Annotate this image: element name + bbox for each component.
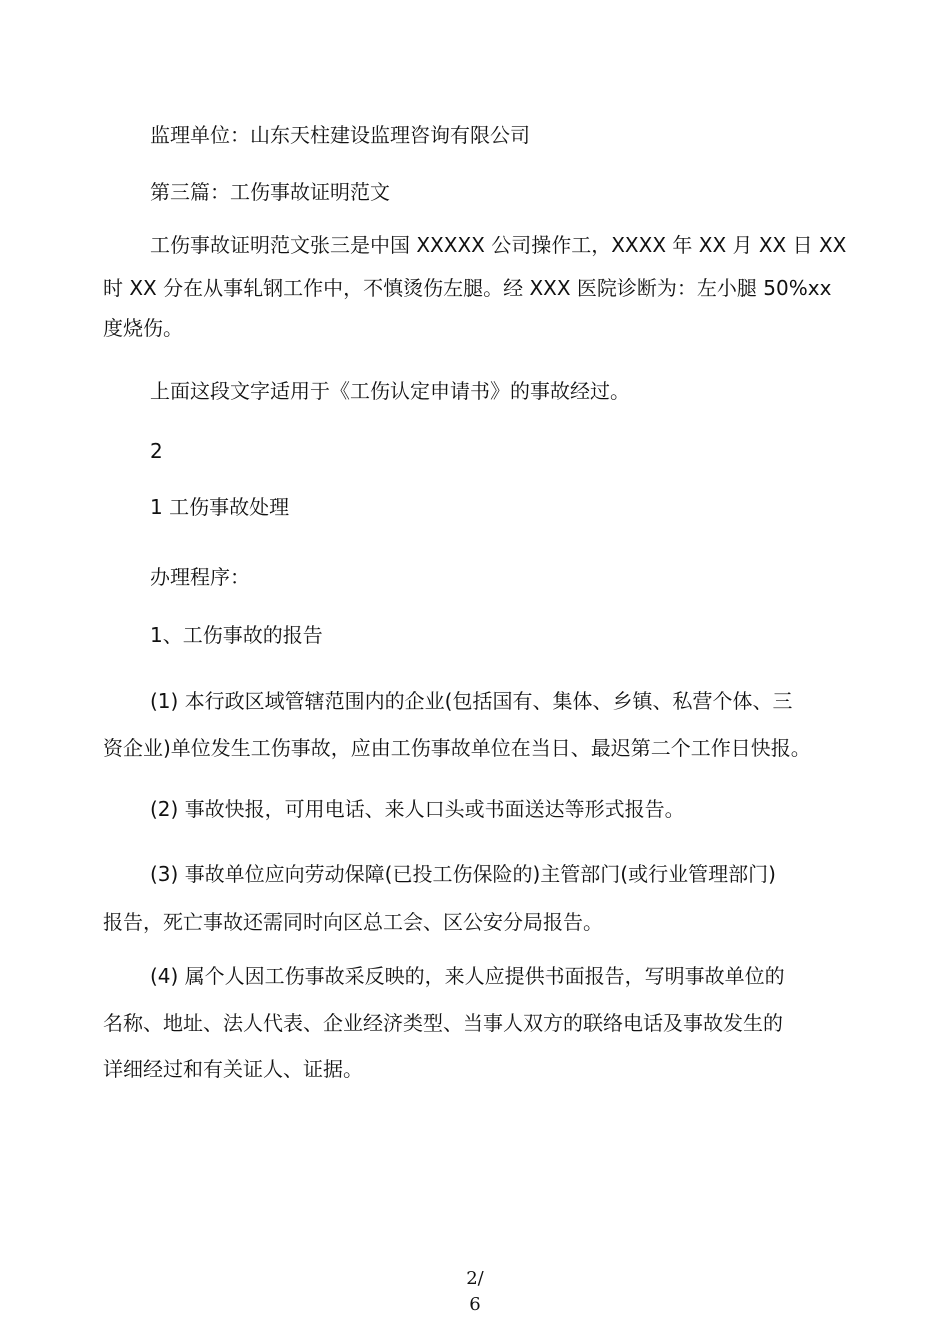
- page-number-total: 6: [469, 1294, 481, 1315]
- applies-line: 上面这段文字适用于《工伤认定申请书》的事故经过。: [150, 379, 630, 403]
- section-heading: 1 工伤事故处理: [150, 495, 290, 519]
- item-d-paragraph: [103, 959, 863, 1086]
- item-d-line-3: 详细经过和有关证人、证据。: [103, 1057, 363, 1081]
- item-c-line-2: 报告，死亡事故还需同时向区总工会、区公安分局报告。: [103, 910, 603, 934]
- item-a-line-2: 资企业)单位发生工伤事故，应由工伤事故单位在当日、最迟第二个工作日快报。: [103, 736, 811, 760]
- item-a-line-1: (1) 本行政区域管辖范围内的企业(包括国有、集体、乡镇、私营个体、三: [150, 689, 793, 713]
- sample-line-2: 时 XX 分在从事轧钢工作中，不慎烫伤左腿。经 XXX 医院诊断为：左小腿 50%xx: [103, 276, 832, 300]
- item-1-heading: 1、工伤事故的报告: [150, 623, 323, 647]
- supervisor-line: 监理单位：山东天柱建设监理咨询有限公司: [150, 123, 530, 147]
- item-a-paragraph: [103, 684, 863, 765]
- sample-paragraph: [103, 228, 863, 348]
- item-d-line-2: 名称、地址、法人代表、企业经济类型、当事人双方的联络电话及事故发生的: [103, 1011, 783, 1035]
- page-number-current: 2/: [466, 1268, 484, 1289]
- sample-line-1: 工伤事故证明范文张三是中国 XXXXX 公司操作工，XXXX 年 XX 月 XX 日 XX: [150, 233, 847, 257]
- procedure-heading: 办理程序：: [150, 565, 250, 589]
- chapter-heading: 第三篇：工伤事故证明范文: [150, 180, 390, 204]
- sample-line-3: 度烧伤。: [103, 316, 183, 340]
- item-b-line: (2) 事故快报，可用电话、来人口头或书面送达等形式报告。: [150, 797, 685, 821]
- item-d-line-1: (4) 属个人因工伤事故采反映的，来人应提供书面报告，写明事故单位的: [150, 964, 785, 988]
- item-c-paragraph: [103, 857, 863, 939]
- item-c-line-1: (3) 事故单位应向劳动保障(已投工伤保险的)主管部门(或行业管理部门): [150, 862, 776, 886]
- number-line: 2: [150, 439, 163, 463]
